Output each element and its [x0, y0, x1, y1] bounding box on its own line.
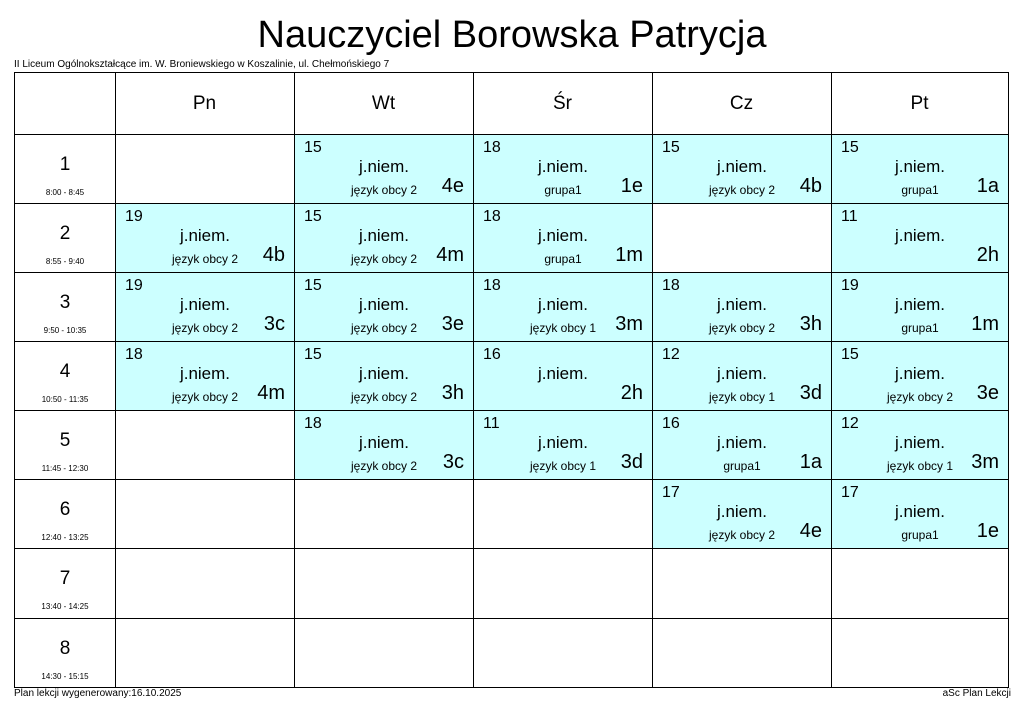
lesson-subject: j.niem.	[358, 364, 410, 383]
lesson-room: 15	[304, 208, 322, 225]
grid-row-divider	[15, 410, 1008, 411]
lesson-cell[interactable]	[832, 411, 1008, 479]
lesson-group: język obcy 2	[171, 252, 239, 266]
timetable-grid	[14, 72, 1009, 688]
lesson-cell[interactable]	[832, 342, 1008, 410]
lesson-subject: j.niem.	[716, 157, 768, 176]
lesson-cell[interactable]	[832, 480, 1008, 548]
lesson-cell[interactable]	[474, 135, 652, 203]
lesson-class: 3c	[442, 451, 464, 473]
period-label	[15, 272, 115, 341]
period-time: 13:40 - 14:25	[41, 602, 89, 611]
lesson-room: 12	[841, 415, 859, 432]
lesson-class: 1m	[971, 313, 999, 335]
lesson-room: 15	[841, 346, 859, 363]
grid-row-divider	[15, 479, 1008, 480]
lesson-cell[interactable]	[653, 342, 831, 410]
period-time: 8:55 - 9:40	[45, 257, 85, 266]
period-label	[15, 203, 115, 272]
lesson-class: 2h	[620, 382, 643, 404]
period-number: 7	[59, 568, 71, 589]
lesson-subject: j.niem.	[716, 433, 768, 452]
lesson-subject: j.niem.	[716, 502, 768, 521]
lesson-group: język obcy 1	[529, 321, 597, 335]
lesson-room: 16	[483, 346, 501, 363]
day-header: Wt	[371, 93, 396, 114]
lesson-subject: j.niem.	[537, 226, 589, 245]
lesson-cell[interactable]	[832, 204, 1008, 272]
lesson-subject: j.niem.	[537, 433, 589, 452]
lesson-class: 3h	[441, 382, 464, 404]
lesson-group: język obcy 2	[350, 252, 418, 266]
lesson-cell[interactable]	[474, 342, 652, 410]
period-number: 1	[59, 154, 71, 175]
lesson-cell[interactable]	[832, 135, 1008, 203]
lesson-room: 15	[304, 277, 322, 294]
lesson-room: 19	[841, 277, 859, 294]
lesson-room: 18	[304, 415, 322, 432]
grid-column-divider	[652, 73, 653, 687]
lesson-subject: j.niem.	[894, 226, 946, 245]
lesson-room: 19	[125, 208, 143, 225]
lesson-class: 4e	[799, 520, 822, 542]
lesson-group: język obcy 2	[171, 321, 239, 335]
lesson-room: 17	[662, 484, 680, 501]
lesson-subject: j.niem.	[716, 364, 768, 383]
lesson-group: język obcy 1	[529, 459, 597, 473]
period-label	[15, 134, 115, 203]
period-label	[15, 341, 115, 410]
lesson-subject: j.niem.	[537, 157, 589, 176]
grid-column-divider	[831, 73, 832, 687]
lesson-subject: j.niem.	[894, 433, 946, 452]
lesson-cell[interactable]	[832, 273, 1008, 341]
period-label	[15, 479, 115, 548]
lesson-cell[interactable]	[295, 342, 473, 410]
lesson-class: 3d	[620, 451, 643, 473]
lesson-subject: j.niem.	[358, 295, 410, 314]
lesson-room: 15	[304, 139, 322, 156]
lesson-subject: j.niem.	[537, 364, 589, 383]
lesson-subject: j.niem.	[179, 295, 231, 314]
lesson-subject: j.niem.	[179, 364, 231, 383]
lesson-cell[interactable]	[653, 135, 831, 203]
lesson-cell[interactable]	[474, 204, 652, 272]
period-number: 4	[59, 361, 71, 382]
lesson-group: język obcy 2	[708, 183, 776, 197]
lesson-cell[interactable]	[295, 204, 473, 272]
lesson-class: 4m	[436, 244, 464, 266]
lesson-group: grupa1	[901, 528, 939, 542]
period-number: 5	[59, 430, 71, 451]
generated-date: Plan lekcji wygenerowany:16.10.2025	[14, 688, 182, 699]
lesson-class: 1a	[799, 451, 822, 473]
lesson-subject: j.niem.	[716, 295, 768, 314]
lesson-class: 1e	[976, 520, 999, 542]
lesson-room: 11	[483, 415, 500, 432]
lesson-room: 15	[662, 139, 680, 156]
lesson-group: grupa1	[901, 183, 939, 197]
lesson-class: 3m	[971, 451, 999, 473]
lesson-subject: j.niem.	[358, 226, 410, 245]
lesson-group: język obcy 2	[350, 459, 418, 473]
grid-row-divider	[15, 203, 1008, 204]
app-name: aSc Plan Lekcji	[942, 688, 1011, 699]
lesson-room: 15	[304, 346, 322, 363]
grid-row-divider	[15, 341, 1008, 342]
lesson-cell[interactable]	[653, 411, 831, 479]
lesson-class: 4b	[262, 244, 285, 266]
lesson-class: 1m	[615, 244, 643, 266]
lesson-subject: j.niem.	[894, 364, 946, 383]
page-title: Nauczyciel Borowska Patrycja	[257, 14, 767, 56]
lesson-class: 3c	[263, 313, 285, 335]
period-label	[15, 410, 115, 479]
lesson-room: 12	[662, 346, 680, 363]
grid-column-divider	[294, 73, 295, 687]
period-number: 6	[59, 499, 71, 520]
lesson-group: język obcy 2	[350, 321, 418, 335]
lesson-subject: j.niem.	[358, 157, 410, 176]
lesson-class: 3d	[799, 382, 822, 404]
lesson-room: 16	[662, 415, 680, 432]
lesson-group: grupa1	[723, 459, 761, 473]
lesson-class: 4b	[799, 175, 822, 197]
lesson-cell[interactable]	[116, 342, 294, 410]
lesson-room: 17	[841, 484, 859, 501]
grid-column-divider	[473, 73, 474, 687]
grid-column-divider	[115, 73, 116, 687]
lesson-group: język obcy 2	[708, 321, 776, 335]
lesson-cell[interactable]	[474, 273, 652, 341]
lesson-group: język obcy 1	[708, 390, 776, 404]
lesson-group: język obcy 2	[171, 390, 239, 404]
lesson-cell[interactable]	[116, 204, 294, 272]
lesson-subject: j.niem.	[179, 226, 231, 245]
grid-row-divider	[15, 272, 1008, 273]
lesson-cell[interactable]	[295, 273, 473, 341]
lesson-group: język obcy 2	[708, 528, 776, 542]
lesson-room: 11	[841, 208, 858, 225]
grid-row-divider	[15, 618, 1008, 619]
lesson-class: 1a	[976, 175, 999, 197]
day-header: Cz	[729, 93, 754, 114]
lesson-class: 4e	[441, 175, 464, 197]
school-name: II Liceum Ogólnokształcące im. W. Broniewskiego w Koszalinie, ul. Chełmońskiego 7	[14, 59, 390, 70]
period-time: 10:50 - 11:35	[41, 395, 89, 404]
lesson-subject: j.niem.	[537, 295, 589, 314]
lesson-cell[interactable]	[474, 411, 652, 479]
lesson-cell[interactable]	[116, 273, 294, 341]
lesson-subject: j.niem.	[894, 157, 946, 176]
lesson-class: 1e	[620, 175, 643, 197]
lesson-room: 18	[662, 277, 680, 294]
lesson-group: język obcy 1	[886, 459, 954, 473]
lesson-group: język obcy 2	[886, 390, 954, 404]
lesson-class: 3e	[441, 313, 464, 335]
period-time: 11:45 - 12:30	[41, 464, 89, 473]
lesson-cell[interactable]	[295, 411, 473, 479]
period-label	[15, 548, 115, 618]
lesson-room: 19	[125, 277, 143, 294]
lesson-group: język obcy 2	[350, 183, 418, 197]
grid-row-divider	[15, 548, 1008, 549]
lesson-room: 18	[483, 208, 501, 225]
lesson-group: grupa1	[544, 252, 582, 266]
lesson-subject: j.niem.	[894, 502, 946, 521]
lesson-room: 18	[483, 139, 501, 156]
lesson-cell[interactable]	[653, 480, 831, 548]
lesson-subject: j.niem.	[894, 295, 946, 314]
period-time: 14:30 - 15:15	[41, 672, 89, 681]
lesson-class: 2h	[976, 244, 999, 266]
day-header: Pt	[910, 93, 929, 114]
lesson-class: 3e	[976, 382, 999, 404]
period-number: 8	[59, 638, 71, 659]
period-number: 3	[59, 292, 71, 313]
lesson-cell[interactable]	[653, 273, 831, 341]
lesson-group: grupa1	[544, 183, 582, 197]
period-time: 9:50 - 10:35	[43, 326, 87, 335]
lesson-room: 18	[125, 346, 143, 363]
lesson-class: 4m	[257, 382, 285, 404]
period-time: 8:00 - 8:45	[45, 188, 85, 197]
period-number: 2	[59, 223, 71, 244]
lesson-group: język obcy 2	[350, 390, 418, 404]
lesson-room: 18	[483, 277, 501, 294]
lesson-subject: j.niem.	[358, 433, 410, 452]
period-label	[15, 618, 115, 687]
grid-row-divider	[15, 134, 1008, 135]
period-time: 12:40 - 13:25	[41, 533, 89, 542]
day-header: Pn	[192, 93, 217, 114]
day-header: Śr	[553, 93, 572, 114]
lesson-class: 3m	[615, 313, 643, 335]
lesson-room: 15	[841, 139, 859, 156]
lesson-class: 3h	[799, 313, 822, 335]
lesson-group: grupa1	[901, 321, 939, 335]
lesson-cell[interactable]	[295, 135, 473, 203]
